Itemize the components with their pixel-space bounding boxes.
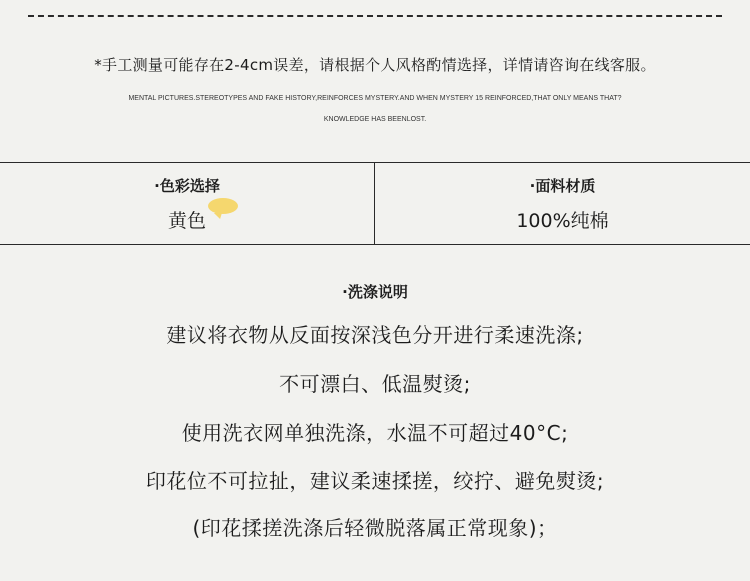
material-spec-cell (375, 162, 750, 244)
material-spec-title: ·面料材质 (529, 177, 596, 195)
color-spec-title: ·色彩选择 (154, 177, 220, 195)
spec-table-bottom-border (0, 244, 750, 245)
color-spec-value: 黄色 (167, 210, 206, 232)
washing-instruction-line: (印花揉搓洗涤后轻微脱落属正常现象)； (192, 516, 558, 540)
color-spec-cell (0, 162, 374, 244)
tagline-line-2: KNOWLEDGE HAS BEENLOST. (323, 116, 427, 123)
top-dashed-divider (28, 15, 722, 17)
material-spec-value: 100%纯棉 (516, 210, 609, 232)
washing-instruction-line: 使用洗衣网单独洗涤，水温不可超过40°C; (181, 421, 569, 445)
washing-instruction-line: 不可漂白、低温熨烫; (279, 372, 471, 396)
washing-instruction-line: 建议将衣物从反面按深浅色分开进行柔速洗涤; (166, 323, 584, 347)
tagline-line-1: MENTAL PICTURES.STEREOTYPES AND FAKE HISTORY,REINFORCES MYSTERY.AND WHEN MYSTERY 15 REINFORCED,THAT ONLY MEANS THAT? (128, 95, 622, 102)
washing-instructions-title: ·洗涤说明 (342, 283, 408, 301)
measurement-note: *手工测量可能存在2-4cm误差，请根据个人风格酌情选择，详情请咨询在线客服。 (94, 56, 656, 74)
color-swatch-icon (208, 198, 238, 214)
washing-instruction-line: 印花位不可拉扯，建议柔速揉搓，绞拧、避免熨烫; (145, 469, 605, 493)
